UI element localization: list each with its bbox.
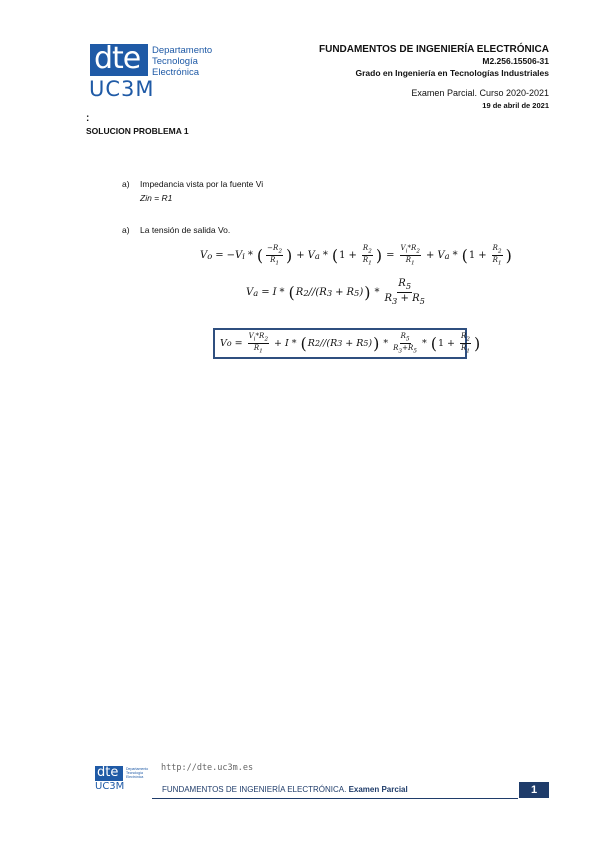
footer-url-link[interactable]: http://dte.uc3m.es bbox=[161, 763, 254, 773]
item-a-label: a) bbox=[122, 179, 130, 189]
footer-department-name bbox=[126, 767, 148, 779]
page-number: 1 bbox=[519, 782, 549, 798]
item-b-text: La tensión de salida Vo. bbox=[140, 225, 231, 235]
exam-date: 19 de abril de 2021 bbox=[482, 101, 549, 110]
exam-info: Examen Parcial. Curso 2020-2021 bbox=[411, 88, 549, 98]
footer-divider bbox=[152, 798, 518, 799]
department-line-1: Departamento bbox=[152, 45, 213, 56]
solution-title: SOLUCION PROBLEMA 1 bbox=[86, 126, 189, 136]
degree-name: Grado en Ingeniería en Tecnologías Industriales bbox=[355, 68, 549, 78]
footer-department-line-1: Departamento bbox=[126, 767, 149, 771]
footer-dte-logo bbox=[95, 766, 123, 781]
item-a-text: Impedancia vista por la fuente Vi bbox=[140, 179, 264, 189]
course-title: FUNDAMENTOS DE INGENIERÍA ELECTRÓNICA bbox=[318, 44, 549, 55]
equation-va: V a = I * ( R 2 //(R 3 + R 5 ) ) * $\frac{R_5}{R_3 + R_5}$ bbox=[246, 278, 425, 306]
footer-exam: Examen Parcial bbox=[348, 785, 408, 794]
course-code: M2.256.15506-31 bbox=[482, 56, 549, 66]
equation-vo-derivation: V o = −V i * ( $\frac{-R_2}{R_1}$ ) + V a * ( 1 + $\frac{R_2}{R_1}$ ) = $\frac{V_i*R_2}{R_1}$ + V a * ( 1 + $\frac{R_2}{R_1}$ ) bbox=[200, 244, 512, 267]
footer-course: FUNDAMENTOS DE INGENIERÍA ELECTRÓNICA. bbox=[162, 785, 347, 794]
department-name bbox=[152, 45, 212, 78]
department-line-3: Electrónica bbox=[152, 67, 199, 78]
item-b-label: a) bbox=[122, 225, 130, 235]
colon-mark: : bbox=[86, 113, 90, 124]
department-line-2: Tecnología bbox=[152, 56, 198, 67]
item-a-answer: Zin = R1 bbox=[140, 193, 173, 203]
footer-university-logo: UC3M bbox=[95, 781, 125, 792]
footer-department-line-2: Tecnología bbox=[126, 771, 143, 775]
equation-vo-final: V o = $\frac{V_i*R_2}{R_1}$ + I * ( R 2 //(R 3 + R 5 ) ) * $\frac{R_5}{R_3+R_5}$ * ( 1 + $\frac{R_2}{R_1}$ ) bbox=[220, 332, 481, 355]
footer-department-line-3: Electrónica bbox=[126, 775, 144, 779]
footer-title bbox=[162, 785, 408, 794]
dte-logo bbox=[90, 41, 148, 76]
university-logo: UC3M bbox=[89, 77, 155, 101]
footer-dte-logo-text: dte bbox=[97, 765, 119, 780]
dte-logo-text: dte bbox=[94, 41, 141, 76]
